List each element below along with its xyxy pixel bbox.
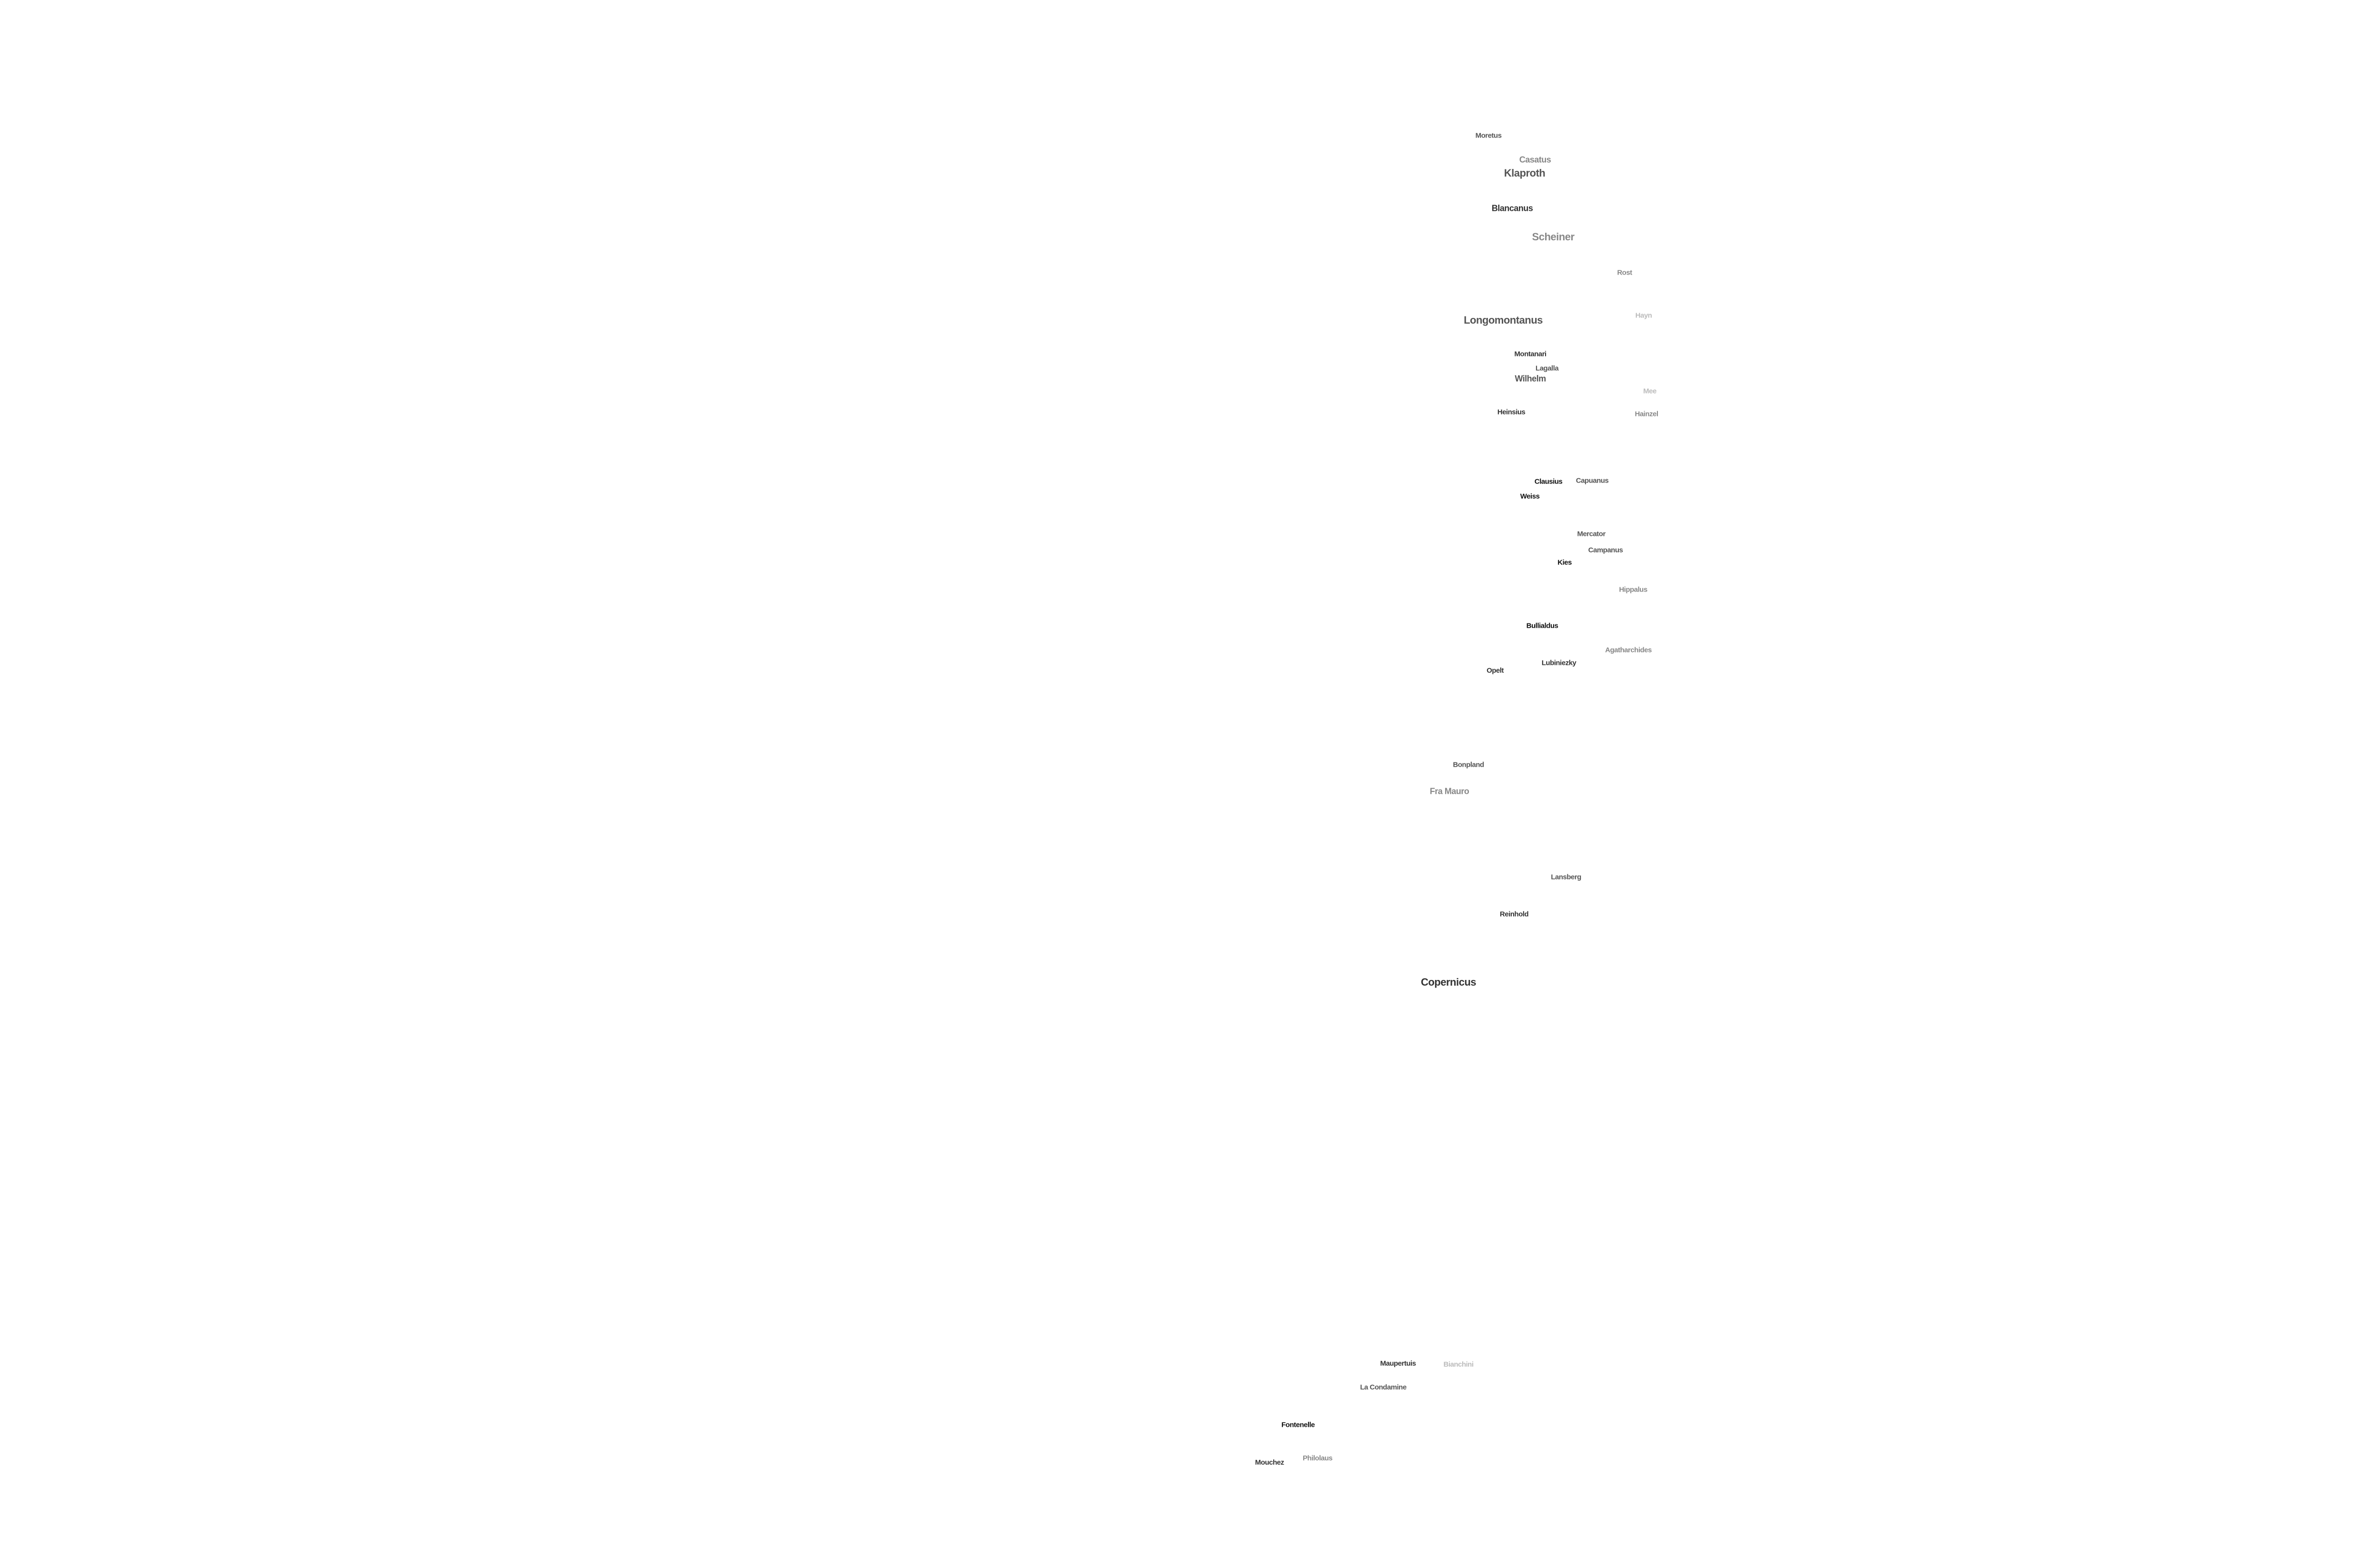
crater-label-bianchini[interactable]: Bianchini [1443,1360,1474,1369]
crater-label-scheiner[interactable]: Scheiner [1532,231,1575,243]
crater-label-wilhelm[interactable]: Wilhelm [1515,374,1546,384]
crater-label-moretus[interactable]: Moretus [1475,131,1502,140]
crater-label-maupertuis[interactable]: Maupertuis [1380,1359,1416,1368]
crater-label-hippalus[interactable]: Hippalus [1619,585,1647,594]
crater-label-agatharchides[interactable]: Agatharchides [1605,646,1652,654]
crater-label-mercator[interactable]: Mercator [1577,530,1606,538]
crater-label-opelt[interactable]: Opelt [1487,666,1504,675]
crater-label-kies[interactable]: Kies [1557,558,1572,567]
crater-label-fra-mauro[interactable]: Fra Mauro [1429,786,1469,796]
crater-label-bonpland[interactable]: Bonpland [1453,761,1484,769]
crater-label-klaproth[interactable]: Klaproth [1504,167,1546,179]
crater-label-capuanus[interactable]: Capuanus [1576,476,1609,485]
crater-label-philolaus[interactable]: Philolaus [1302,1454,1333,1463]
crater-label-blancanus[interactable]: Blancanus [1491,203,1533,213]
crater-label-mouchez[interactable]: Mouchez [1255,1458,1284,1467]
crater-label-clausius[interactable]: Clausius [1534,477,1563,486]
crater-label-casatus[interactable]: Casatus [1519,155,1551,165]
crater-label-copernicus[interactable]: Copernicus [1420,976,1477,988]
crater-label-rost[interactable]: Rost [1617,268,1632,277]
crater-label-longomontanus[interactable]: Longomontanus [1464,314,1543,326]
crater-label-reinhold[interactable]: Reinhold [1499,910,1529,919]
crater-label-lansberg[interactable]: Lansberg [1551,873,1581,881]
crater-label-heinsius[interactable]: Heinsius [1497,408,1526,416]
crater-label-hayn[interactable]: Hayn [1635,311,1652,320]
crater-label-mee[interactable]: Mee [1643,387,1656,395]
crater-label-la-condamine[interactable]: La Condamine [1360,1383,1407,1392]
crater-label-montanari[interactable]: Montanari [1514,350,1547,358]
crater-label-campanus[interactable]: Campanus [1588,546,1623,554]
crater-label-lubiniezky[interactable]: Lubiniezky [1541,659,1577,667]
crater-label-bullialdus[interactable]: Bullialdus [1526,622,1558,630]
crater-label-lagalla[interactable]: Lagalla [1535,364,1559,373]
crater-label-weiss[interactable]: Weiss [1520,492,1540,501]
crater-label-fontenelle[interactable]: Fontenelle [1281,1421,1315,1429]
crater-label-hainzel[interactable]: Hainzel [1635,410,1658,418]
